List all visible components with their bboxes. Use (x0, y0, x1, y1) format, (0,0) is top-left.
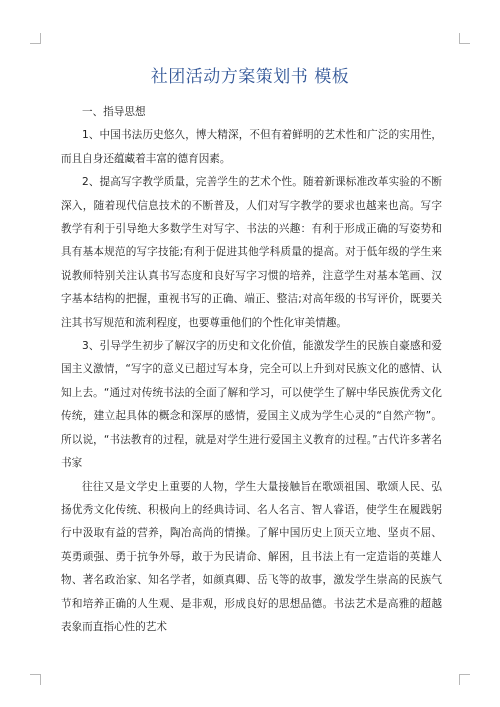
paragraph-1: 1、中国书法历史悠久，博大精深，不但有着鲜明的艺术性和广泛的实用性，而且自身还蕴藏着丰富的德育因素。 (61, 129, 442, 165)
paragraph-2: 2、提高写字教学质量，完善学生的艺术个性。随着新课标准改革实验的不断深入，随着现代信息技术的不断普及，人们对写字教学的要求也越来也高。写字教学有利于引导绝大多数学生对写字、书法的兴趣：有利于形成正确的写姿势和具有基本规范的写字技能;有利于促进其他学科质量的提高。对于低年级的学生来说教师特别关注认真书写态度和良好写字习惯的培养，注意学生对基本笔画、汉字基本结构的把握，重视书写的正确、端正、整洁;对高年级的书写评价，既要关注其书写规范和流利程度，也要尊重他们的个性化审美情趣。 (61, 176, 442, 329)
paragraph-3: 3、引导学生初步了解汉字的历史和文化价值，能激发学生的民族自豪感和爱国主义激情，“写字的意义已超过写本身，完全可以上升到对民族文化的感情、认知上去。“通过对传统书法的全面了解和学习，可以使学生了解中华民族优秀文化传统，建立起具体的概念和深厚的感情，爱国主义成为学生心灵的“自然产物”。所以说，“书法教育的过程，就是对学生进行爱国主义教育的过程。”古代许多著名书家 (61, 340, 442, 470)
section-heading: 一、指导思想 (82, 106, 146, 118)
document-body (61, 101, 442, 639)
crop-mark-bottom-left (30, 674, 41, 685)
document-title: 社团活动方案策划书 模板 (150, 67, 350, 87)
crop-mark-bottom-right (459, 674, 470, 685)
paragraph-4: 往往又是文学史上重要的人物，学生大量接触旨在歌颂祖国、歌颂人民、弘扬优秀文化传统、积极向上的经典诗词、名人名言、智人睿语，使学生在履践躬行中汲取有益的营养，陶冶高尚的情操。了解中国历史上顶天立地、坚贞不屈、英勇顽强、勇于抗争外辱，敢于为民请命、解困，且书法上有一定造诣的英雄人物、著名政治家、知名学者，如颜真卿、岳飞等的故事，激发学生崇高的民族气节和培养正确的人生观、是非观，形成良好的思想品德。书法艺术是高雅的超越表象而直指心性的艺术 (61, 480, 442, 633)
crop-mark-top-right (459, 33, 470, 44)
crop-mark-top-left (30, 33, 41, 44)
